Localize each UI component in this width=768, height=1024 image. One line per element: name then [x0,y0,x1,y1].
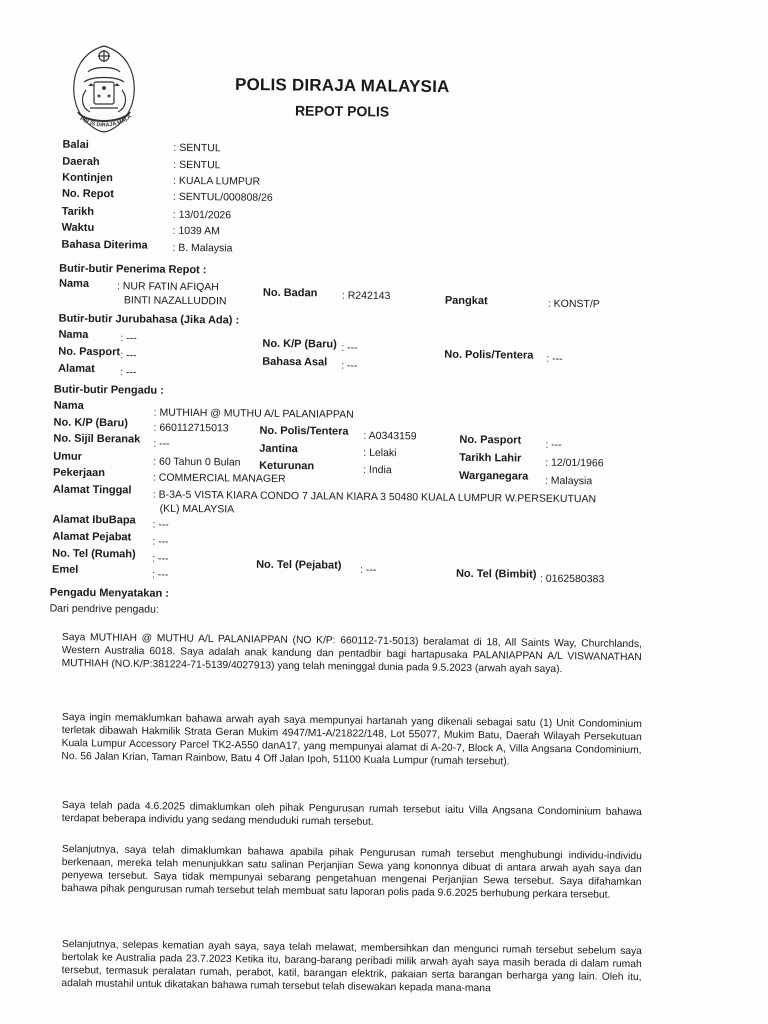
jb-alamat-label: Alamat [58,362,95,376]
alamat-tinggal-line1: : B-3A-5 VISTA KIARA CONDO 7 JALAN KIARA 3 50480 KUALA LUMPUR W.PERSEKUTUAN [152,488,597,506]
jurubahasa-heading: Butir-butir Jurubahasa (Jika Ada) : [58,312,240,327]
penerima-nama-line2: BINTI NAZALLUDDIN [123,294,227,308]
alamat-tinggal-line2: (KL) MALAYSIA [159,502,235,516]
pengadu-sijil-value: : --- [153,437,170,450]
daerah-value: : SENTUL [173,158,221,172]
jb-bahasa-label: Bahasa Asal [262,355,328,369]
emel-value: : --- [151,568,169,581]
pengadu-pasport-label: No. Pasport [459,433,522,447]
umur-value: : 60 Tahun 0 Bulan [153,455,241,469]
jb-kp-value: : --- [341,341,358,354]
report-title: POLIS DIRAJA MALAYSIA [234,74,450,97]
emel-label: Emel [51,563,79,576]
pengadu-nama-value: : MUTHIAH @ MUTHU A/L PALANIAPPAN [153,406,354,421]
waktu-value: : 1039 AM [172,224,220,238]
warganegara-label: Warganegara [458,469,529,483]
svg-text:POLIS DIRAJA MALAYSIA: POLIS DIRAJA MALA [78,113,133,129]
badan-label: No. Badan [262,286,318,300]
tel-rumah-label: No. Tel (Rumah) [52,547,136,561]
statement-paragraph-3: Saya telah pada 4.6.2025 dimaklumkan oleh pihak Pengurusan rumah tersebut iaitu Villa Angsana Condominium bahawa terdapat beberapa individu yang sedang menduduki rumah tersebut. [61,799,642,828]
statement-heading: Pengadu Menyatakan : [49,586,170,600]
jb-polis-value: : --- [546,352,563,365]
jb-nama-value: : --- [120,332,137,345]
tel-bimbit-label: No. Tel (Bimbit) [455,567,537,581]
keturunan-label: Keturunan [259,459,315,473]
jb-pasport-label: No. Pasport [58,345,121,359]
no-repot-value: : SENTUL/000808/26 [172,190,273,204]
bahasa-value: : B. Malaysia [172,241,233,255]
police-crest-logo [64,42,144,134]
daerah-label: Daerah [62,155,100,169]
tel-bimbit-value: : 0162580383 [539,572,605,586]
tel-rumah-value: : --- [152,552,169,565]
balai-label: Balai [62,138,89,151]
statement-paragraph-1: Saya MUTHIAH @ MUTHU A/L PALANIAPPAN (NO K/P: 660112-71-5013) beralamat di 18, All Saints Way, Churchlands, Western Australia 6018. Saya adalah anak kandung dan pentadbir bagi hartapusaka PALANIAPPAN A/L VISWANATHAN MUTHIAH (NO.K/P:381224-71-5139/4027913) yang telah meninggal dunia pada 9.5.2023 (arwah ayah saya). [61,631,642,676]
pejabat-value: : --- [152,535,169,548]
penerima-nama-label: Nama [58,277,90,290]
kontinjen-label: Kontinjen [62,171,113,185]
umur-label: Umur [53,450,83,463]
penerima-heading: Butir-butir Penerima Repot : [59,262,207,277]
pengadu-polis-label: No. Polis/Tentera [259,424,349,438]
no-repot-label: No. Repot [61,187,114,201]
waktu-label: Waktu [61,221,95,234]
report-subtitle: REPOT POLIS [294,102,390,120]
penerima-nama-line1: : NUR FATIN AFIQAH [116,280,219,294]
tarikh-lahir-label: Tarikh Lahir [459,451,522,465]
bahasa-label: Bahasa Diterima [61,238,148,252]
alamat-tinggal-label: Alamat Tinggal [52,483,132,497]
tel-pejabat-value: : --- [359,563,377,576]
pengadu-nama-label: Nama [53,399,84,412]
kontinjen-value: : KUALA LUMPUR [173,174,261,188]
tarikh-value: : 13/01/2026 [172,208,232,222]
balai-value: : SENTUL [173,141,221,155]
keturunan-value: : India [363,463,392,477]
jantina-value: : Lelaki [363,446,397,460]
statement-paragraph-2: Saya ingin memaklumkan bahawa arwah ayah saya mempunyai hartanah yang dikenali sebagai satu (1) Unit Condominium terletak dibawah Hakmilik Strata Geran Mukim 4947/M1-A/21822/148, Lot 55077, Mukim Batu, Daerah Wilayah Persekutuan Kuala Lumpur Accessory Parcel TK2-A550 danA17, yang mempunyai alamat di A-20-7, Block A, Villa Angsana Condominium, No. 56 Jalan Krian, Taman Rainbow, Batu 4 Off Jalan Ipoh, 51100 Kuala Lumpur (rumah tersebut). [61,711,642,768]
pejabat-label: Alamat Pejabat [52,530,132,544]
jb-alamat-value: : --- [120,366,137,379]
pangkat-label: Pangkat [444,294,488,308]
pekerjaan-value: : COMMERCIAL MANAGER [152,471,286,486]
pengadu-heading: Butir-butir Pengadu : [53,383,164,397]
pangkat-value: : KONST/P [547,297,600,311]
badan-value: : R242143 [341,289,391,303]
ibubapa-label: Alamat IbuBapa [52,513,136,527]
warganegara-value: : Malaysia [544,474,593,488]
pengadu-kp-value: : 660112715013 [153,421,229,435]
statement-paragraph-4: Selanjutnya, saya telah dimaklumkan bahawa apabila pihak Pengurusan rumah tersebut menghubungi individu-individu berkenaan, mereka telah menunjukkan satu salinan Perjanjian Sewa yang kononnya dibuat di antara arwah ayah saya dan penyewa tersebut. Saya tidak mempunyai sebarang pengetahuan mengenai Perjanjian Sewa tersebut. Saya difahamkan bahawa pihak pengurusan rumah tersebut telah membuat satu laporan polis pada 9.6.2025 berhubung perkara tersebut. [61,843,642,901]
jb-bahasa-value: : --- [341,359,358,372]
jb-polis-label: No. Polis/Tentera [444,348,534,362]
jb-nama-label: Nama [58,328,89,341]
pengadu-sijil-label: No. Sijil Beranak [53,432,141,446]
pekerjaan-label: Pekerjaan [52,466,106,480]
pengadu-pasport-value: : --- [545,438,562,451]
tel-pejabat-label: No. Tel (Pejabat) [256,558,342,572]
ibubapa-value: : --- [152,518,169,531]
pengadu-kp-label: No. K/P (Baru) [53,416,128,430]
jantina-label: Jantina [259,442,298,456]
statement-paragraph-5: Selanjutnya, selepas kematian ayah saya, saya telah melawat, membersihkan dan mengunci rumah tersebut sebelum saya bertolak ke Australia pada 23.7.2023 Ketika itu, barang-barang peribadi milik arwah ayah saya masih berada di dalam rumah tersebut, termasuk peralatan rumah, perabot, katil, barangan elektrik, pakaian serta barangan berharga yang lain. Oleh itu, adalah mustahil untuk dikatakan bahawa rumah tersebut telah disewakan kepada mana-mana [61,938,642,995]
pengadu-polis-value: : A0343159 [363,429,417,443]
statement-source: Dari pendrive pengadu: [49,602,159,616]
tarikh-label: Tarikh [61,205,95,218]
jb-kp-label: No. K/P (Baru) [262,337,337,351]
jb-pasport-value: : --- [120,349,137,362]
tarikh-lahir-value: : 12/01/1966 [545,456,604,470]
